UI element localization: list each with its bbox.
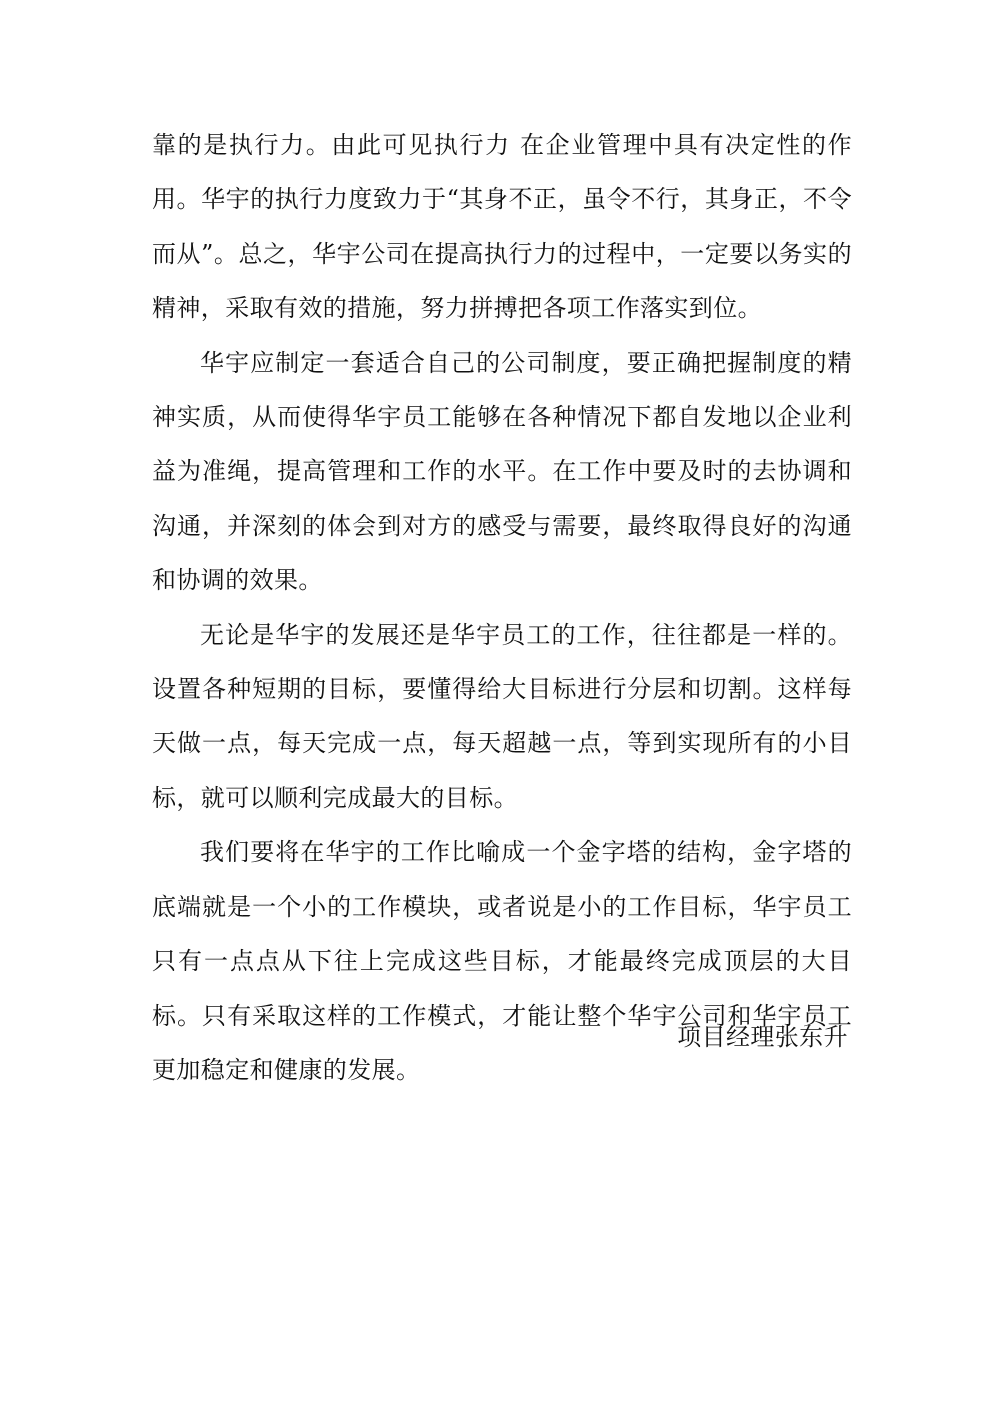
paragraph-3: 无论是华宇的发展还是华宇员工的工作，往往都是一样的。设置各种短期的目标，要懂得给大目标进行分层和切割。这样每天做一点，每天完成一点，每天超越一点，等到实现所有的小目标，就可以顺利完成最大的目标。	[152, 620, 852, 812]
paragraph-2: 华宇应制定一套适合自己的公司制度，要正确把握制度的精神实质，从而使得华宇员工能够在各种情况下都自发地以企业利益为准绳，提高管理和工作的水平。在工作中要及时的去协调和沟通，并深刻的体会到对方的感受与需要，最终取得良好的沟通和协调的效果。	[152, 348, 852, 595]
paragraph-1: 靠的是执行力。由此可见执行力 在企业管理中具有决定性的作用。华宇的执行力度致力于“其身不正，虽令不行，其身正，不令而从”。总之，华宇公司在提高执行力的过程中，一定要以务实的精神，采取有效的措施，努力拼搏把各项工作落实到位。	[152, 131, 852, 323]
document-body	[152, 118, 852, 1097]
paragraph-4: 我们要将在华宇的工作比喻成一个金字塔的结构，金字塔的底端就是一个小的工作模块，或者说是小的工作目标，华宇员工只有一点点从下往上完成这些目标，才能最终完成顶层的大目标。只有采取这样的工作模式，才能让整个华宇公司和华宇员工更加稳定和健康的发展。	[152, 838, 852, 1084]
signature: 项目经理张东升	[677, 1023, 848, 1051]
